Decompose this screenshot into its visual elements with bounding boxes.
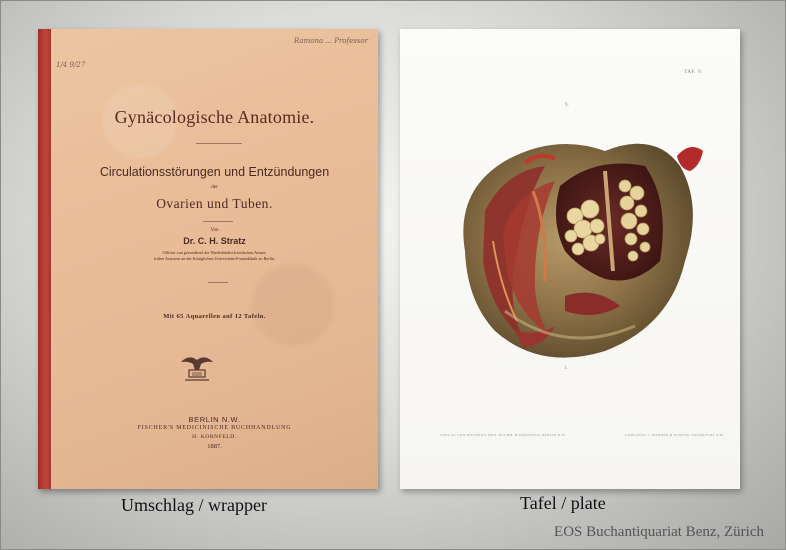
handwritten-note-right: Ramona ... Professor (293, 37, 368, 45)
plate-sheet (400, 29, 740, 489)
handwritten-note-left: 1/4 9/27 (56, 61, 86, 69)
cover-subtitle-line2: Ovarien und Tuben. (156, 196, 273, 211)
wrapper-cover (38, 29, 378, 489)
title-rule (196, 143, 242, 144)
author-rule (208, 282, 228, 283)
cover-von: Von (210, 228, 219, 233)
cover-city: BERLIN N.W. (188, 415, 241, 424)
cover-illustrations-note: Mit 65 Aquarellen auf 12 Tafeln. (163, 313, 266, 320)
red-spine (38, 29, 51, 489)
cover-author: Dr. C. H. Stratz (183, 236, 246, 246)
caption-wrapper: Umschlag / wrapper (121, 495, 267, 515)
ovary-illustration (445, 111, 705, 371)
plate-imprint-right: LITH.ANST. v. WERNER & WINTER, FRANKFURT A.M. (625, 433, 725, 437)
subtitle-rule (203, 221, 233, 222)
cover-subtitle-line1: Circulationsstörungen und Entzündungen (99, 165, 330, 179)
cover-title: Gynäcologische Anatomie. (114, 107, 315, 127)
publisher-emblem-icon (177, 352, 217, 384)
cover-der: der (211, 185, 218, 190)
plate-label: TAF. V. (684, 70, 703, 75)
caption-plate: Tafel / plate (520, 493, 606, 513)
cover-publisher: FISCHER'S MEDICINISCHE BUCHHANDLUNG (137, 425, 292, 431)
dealer-credit: EOS Buchantiquariat Benz, Zürich (554, 524, 764, 540)
figure-number-top: 9. (565, 103, 569, 108)
cover-affiliation-2: früher Assistent an der Königlichen Universitäts-Frauenklinik zu Berlin. (153, 256, 276, 261)
figure-number-bottom: 1. (564, 366, 568, 371)
plate-imprint-left: VERLAG VON FISCHER'S MED. BUCHH. H.KORNFELD, BERLIN N.W. (440, 433, 567, 437)
cover-publisher-owner: H. KORNFELD. (192, 434, 237, 440)
cover-affiliation-1: Officier van gezondheid der Niederländisch-indischen Armee, (162, 250, 267, 255)
cover-year: 1887. (207, 443, 222, 450)
